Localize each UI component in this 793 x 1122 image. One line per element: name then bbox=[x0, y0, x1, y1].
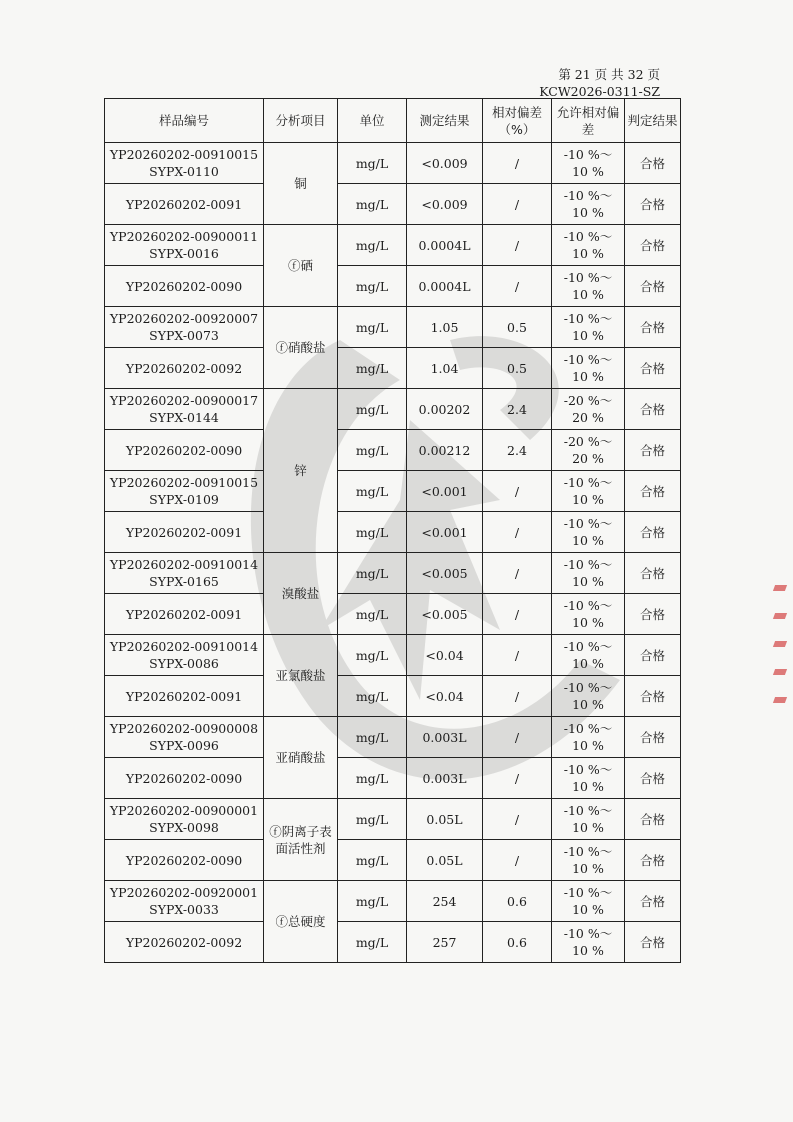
allowed-deviation-line: 10 % bbox=[572, 492, 604, 507]
sample-id-line: YP20260202-00900017 bbox=[109, 393, 259, 408]
analysis-item-cell: ⓕ总硬度 bbox=[264, 881, 338, 963]
relative-deviation-cell: / bbox=[483, 676, 552, 717]
allowed-deviation-line: 10 % bbox=[572, 574, 604, 589]
allowed-deviation-cell bbox=[552, 389, 625, 430]
allowed-deviation-line: -10 %～ bbox=[563, 639, 613, 654]
sample-id-line: YP20260202-00900008 bbox=[109, 721, 259, 736]
table-row bbox=[105, 881, 681, 922]
unit-cell: mg/L bbox=[338, 143, 407, 184]
table-row bbox=[105, 225, 681, 266]
page-number: 第 21 页 共 32 页 bbox=[558, 67, 660, 82]
verdict-cell: 合格 bbox=[625, 430, 681, 471]
unit-cell: mg/L bbox=[338, 840, 407, 881]
sample-id-line: SYPX-0144 bbox=[149, 410, 219, 425]
table-row bbox=[105, 184, 681, 225]
sample-id-line: YP20260202-0092 bbox=[125, 934, 243, 950]
verdict-cell: 合格 bbox=[625, 881, 681, 922]
verdict-cell: 合格 bbox=[625, 307, 681, 348]
analysis-item-cell: 锌 bbox=[264, 389, 338, 553]
sample-id-line: YP20260202-0090 bbox=[125, 278, 243, 294]
allowed-deviation-cell bbox=[552, 717, 625, 758]
unit-cell: mg/L bbox=[338, 717, 407, 758]
verdict-cell: 合格 bbox=[625, 266, 681, 307]
verdict-cell: 合格 bbox=[625, 799, 681, 840]
verdict-cell: 合格 bbox=[625, 676, 681, 717]
table-row bbox=[105, 717, 681, 758]
analysis-item-cell: 溴酸盐 bbox=[264, 553, 338, 635]
unit-cell: mg/L bbox=[338, 471, 407, 512]
allowed-deviation-line: -10 %～ bbox=[563, 680, 613, 695]
relative-deviation-cell: / bbox=[483, 635, 552, 676]
sample-id-line: YP20260202-0091 bbox=[125, 196, 243, 212]
relative-deviation-cell: / bbox=[483, 471, 552, 512]
allowed-deviation-cell bbox=[552, 512, 625, 553]
sample-id-cell bbox=[105, 512, 264, 553]
allowed-deviation-line: -10 %～ bbox=[563, 885, 613, 900]
sample-id-cell bbox=[105, 676, 264, 717]
sample-id-line: SYPX-0033 bbox=[149, 902, 219, 917]
allowed-deviation-line: -20 %～ bbox=[563, 434, 613, 449]
table-row bbox=[105, 307, 681, 348]
unit-cell: mg/L bbox=[338, 266, 407, 307]
sample-id-line: YP20260202-0091 bbox=[125, 688, 243, 704]
relative-deviation-cell: 0.6 bbox=[483, 922, 552, 963]
sample-id-line: YP20260202-0090 bbox=[125, 852, 243, 868]
sample-id-cell bbox=[105, 430, 264, 471]
result-cell: 0.00202 bbox=[407, 389, 483, 430]
allowed-deviation-cell bbox=[552, 799, 625, 840]
relative-deviation-cell: / bbox=[483, 799, 552, 840]
allowed-deviation-cell bbox=[552, 348, 625, 389]
table-row bbox=[105, 430, 681, 471]
allowed-deviation-line: 10 % bbox=[572, 656, 604, 671]
sample-id-line: SYPX-0086 bbox=[149, 656, 219, 671]
sample-id-line: YP20260202-00910015 bbox=[109, 475, 259, 490]
stamp-mark bbox=[773, 669, 787, 675]
allowed-deviation-cell bbox=[552, 635, 625, 676]
analysis-item-cell: 亚硝酸盐 bbox=[264, 717, 338, 799]
relative-deviation-cell: / bbox=[483, 553, 552, 594]
table-row bbox=[105, 471, 681, 512]
result-cell: <0.001 bbox=[407, 512, 483, 553]
result-cell: 1.04 bbox=[407, 348, 483, 389]
relative-deviation-cell: / bbox=[483, 143, 552, 184]
sample-id-cell bbox=[105, 266, 264, 307]
allowed-deviation-line: -10 %～ bbox=[563, 557, 613, 572]
sample-id-line: YP20260202-00910014 bbox=[109, 639, 259, 654]
unit-cell: mg/L bbox=[338, 881, 407, 922]
allowed-deviation-line: -20 %～ bbox=[563, 393, 613, 408]
allowed-deviation-cell bbox=[552, 922, 625, 963]
sample-id-cell bbox=[105, 922, 264, 963]
result-cell: 0.0004L bbox=[407, 266, 483, 307]
relative-deviation-cell: / bbox=[483, 266, 552, 307]
result-cell: 257 bbox=[407, 922, 483, 963]
result-cell: 1.05 bbox=[407, 307, 483, 348]
analysis-item-cell: ⓕ硝酸盐 bbox=[264, 307, 338, 389]
verdict-cell: 合格 bbox=[625, 840, 681, 881]
allowed-deviation-cell bbox=[552, 471, 625, 512]
result-cell: <0.001 bbox=[407, 471, 483, 512]
unit-cell: mg/L bbox=[338, 594, 407, 635]
sample-id-cell bbox=[105, 881, 264, 922]
allowed-deviation-line: 10 % bbox=[572, 369, 604, 384]
unit-cell: mg/L bbox=[338, 184, 407, 225]
relative-deviation-cell: / bbox=[483, 184, 552, 225]
sample-id-cell bbox=[105, 307, 264, 348]
allowed-deviation-line: -10 %～ bbox=[563, 147, 613, 162]
table-row bbox=[105, 594, 681, 635]
allowed-deviation-cell bbox=[552, 143, 625, 184]
report-number: KCW2026-0311-SZ bbox=[539, 84, 660, 99]
unit-cell: mg/L bbox=[338, 676, 407, 717]
allowed-deviation-cell bbox=[552, 307, 625, 348]
unit-cell: mg/L bbox=[338, 225, 407, 266]
allowed-deviation-line: 10 % bbox=[572, 697, 604, 712]
verdict-cell: 合格 bbox=[625, 512, 681, 553]
unit-cell: mg/L bbox=[338, 307, 407, 348]
sample-id-cell bbox=[105, 799, 264, 840]
sample-id-cell bbox=[105, 553, 264, 594]
verdict-cell: 合格 bbox=[625, 758, 681, 799]
verdict-cell: 合格 bbox=[625, 635, 681, 676]
table-row bbox=[105, 635, 681, 676]
header-verdict: 判定结果 bbox=[625, 99, 681, 143]
sample-id-line: SYPX-0110 bbox=[149, 164, 219, 179]
allowed-deviation-line: 10 % bbox=[572, 738, 604, 753]
sample-id-line: YP20260202-0091 bbox=[125, 524, 243, 540]
allowed-deviation-line: 20 % bbox=[572, 451, 604, 466]
sample-id-line: SYPX-0073 bbox=[149, 328, 219, 343]
relative-deviation-cell: / bbox=[483, 717, 552, 758]
sample-id-line: YP20260202-0090 bbox=[125, 770, 243, 786]
header-unit: 单位 bbox=[338, 99, 407, 143]
analysis-item-cell: ⓕ硒 bbox=[264, 225, 338, 307]
unit-cell: mg/L bbox=[338, 348, 407, 389]
allowed-deviation-line: 10 % bbox=[572, 779, 604, 794]
relative-deviation-cell: 0.5 bbox=[483, 348, 552, 389]
verdict-cell: 合格 bbox=[625, 143, 681, 184]
allowed-deviation-line: 10 % bbox=[572, 615, 604, 630]
unit-cell: mg/L bbox=[338, 635, 407, 676]
result-cell: 0.003L bbox=[407, 717, 483, 758]
relative-deviation-cell: 2.4 bbox=[483, 430, 552, 471]
analysis-item-cell: ⓕ阴离子表面活性剂 bbox=[264, 799, 338, 881]
verdict-cell: 合格 bbox=[625, 348, 681, 389]
verdict-cell: 合格 bbox=[625, 553, 681, 594]
result-cell: 0.00212 bbox=[407, 430, 483, 471]
table-row bbox=[105, 553, 681, 594]
allowed-deviation-cell bbox=[552, 430, 625, 471]
allowed-deviation-cell bbox=[552, 266, 625, 307]
result-cell: 0.05L bbox=[407, 799, 483, 840]
table-row bbox=[105, 840, 681, 881]
verdict-cell: 合格 bbox=[625, 717, 681, 758]
result-cell: <0.005 bbox=[407, 594, 483, 635]
table-row bbox=[105, 266, 681, 307]
allowed-deviation-cell bbox=[552, 881, 625, 922]
allowed-deviation-line: 10 % bbox=[572, 861, 604, 876]
verdict-cell: 合格 bbox=[625, 184, 681, 225]
header-sample-id: 样品编号 bbox=[105, 99, 264, 143]
sample-id-cell bbox=[105, 348, 264, 389]
verdict-cell: 合格 bbox=[625, 922, 681, 963]
allowed-deviation-line: 10 % bbox=[572, 287, 604, 302]
allowed-deviation-cell bbox=[552, 676, 625, 717]
page-header bbox=[539, 66, 660, 100]
header-allowed-deviation: 允许相对偏差 bbox=[552, 99, 625, 143]
sample-id-cell bbox=[105, 225, 264, 266]
allowed-deviation-line: 10 % bbox=[572, 246, 604, 261]
table-row bbox=[105, 799, 681, 840]
result-cell: 0.003L bbox=[407, 758, 483, 799]
sample-id-cell bbox=[105, 471, 264, 512]
result-cell: <0.04 bbox=[407, 635, 483, 676]
unit-cell: mg/L bbox=[338, 512, 407, 553]
relative-deviation-cell: 0.5 bbox=[483, 307, 552, 348]
results-table bbox=[104, 98, 681, 963]
sample-id-cell bbox=[105, 717, 264, 758]
table-row bbox=[105, 676, 681, 717]
sample-id-cell bbox=[105, 758, 264, 799]
sample-id-line: YP20260202-0092 bbox=[125, 360, 243, 376]
sample-id-cell bbox=[105, 594, 264, 635]
sample-id-line: YP20260202-0090 bbox=[125, 442, 243, 458]
allowed-deviation-line: -10 %～ bbox=[563, 844, 613, 859]
sample-id-line: YP20260202-00900011 bbox=[109, 229, 259, 244]
sample-id-line: SYPX-0165 bbox=[149, 574, 219, 589]
relative-deviation-cell: / bbox=[483, 225, 552, 266]
table-body bbox=[105, 143, 681, 963]
header-analysis-item: 分析项目 bbox=[264, 99, 338, 143]
allowed-deviation-line: -10 %～ bbox=[563, 270, 613, 285]
verdict-cell: 合格 bbox=[625, 471, 681, 512]
table-row bbox=[105, 512, 681, 553]
result-cell: <0.04 bbox=[407, 676, 483, 717]
table-row bbox=[105, 758, 681, 799]
allowed-deviation-line: -10 %～ bbox=[563, 803, 613, 818]
header-result: 测定结果 bbox=[407, 99, 483, 143]
table-row bbox=[105, 143, 681, 184]
relative-deviation-cell: 2.4 bbox=[483, 389, 552, 430]
allowed-deviation-line: -10 %～ bbox=[563, 721, 613, 736]
allowed-deviation-line: 10 % bbox=[572, 164, 604, 179]
allowed-deviation-line: -10 %～ bbox=[563, 188, 613, 203]
unit-cell: mg/L bbox=[338, 430, 407, 471]
sample-id-line: YP20260202-00920001 bbox=[109, 885, 259, 900]
allowed-deviation-cell bbox=[552, 184, 625, 225]
relative-deviation-cell: / bbox=[483, 840, 552, 881]
allowed-deviation-cell bbox=[552, 840, 625, 881]
sample-id-line: YP20260202-0091 bbox=[125, 606, 243, 622]
result-cell: <0.009 bbox=[407, 184, 483, 225]
relative-deviation-cell: 0.6 bbox=[483, 881, 552, 922]
allowed-deviation-line: -10 %～ bbox=[563, 229, 613, 244]
sample-id-line: SYPX-0016 bbox=[149, 246, 219, 261]
analysis-item-cell: 铜 bbox=[264, 143, 338, 225]
unit-cell: mg/L bbox=[338, 799, 407, 840]
result-cell: 254 bbox=[407, 881, 483, 922]
allowed-deviation-line: 10 % bbox=[572, 820, 604, 835]
allowed-deviation-line: -10 %～ bbox=[563, 762, 613, 777]
allowed-deviation-cell bbox=[552, 225, 625, 266]
analysis-item-cell: 亚氯酸盐 bbox=[264, 635, 338, 717]
allowed-deviation-line: -10 %～ bbox=[563, 352, 613, 367]
unit-cell: mg/L bbox=[338, 922, 407, 963]
allowed-deviation-cell bbox=[552, 594, 625, 635]
sample-id-line: YP20260202-00910015 bbox=[109, 147, 259, 162]
allowed-deviation-line: 10 % bbox=[572, 943, 604, 958]
unit-cell: mg/L bbox=[338, 389, 407, 430]
sample-id-line: SYPX-0109 bbox=[149, 492, 219, 507]
sample-id-cell bbox=[105, 635, 264, 676]
allowed-deviation-line: 20 % bbox=[572, 410, 604, 425]
stamp-mark bbox=[773, 613, 787, 619]
allowed-deviation-line: -10 %～ bbox=[563, 475, 613, 490]
table-row bbox=[105, 348, 681, 389]
unit-cell: mg/L bbox=[338, 553, 407, 594]
table-header-row bbox=[105, 99, 681, 143]
result-cell: <0.009 bbox=[407, 143, 483, 184]
allowed-deviation-line: 10 % bbox=[572, 902, 604, 917]
relative-deviation-cell: / bbox=[483, 594, 552, 635]
result-cell: 0.0004L bbox=[407, 225, 483, 266]
header-relative-deviation: 相对偏差（%） bbox=[483, 99, 552, 143]
sample-id-cell bbox=[105, 184, 264, 225]
sample-id-line: YP20260202-00910014 bbox=[109, 557, 259, 572]
unit-cell: mg/L bbox=[338, 758, 407, 799]
sample-id-line: YP20260202-00900001 bbox=[109, 803, 259, 818]
stamp-mark bbox=[773, 641, 787, 647]
allowed-deviation-line: -10 %～ bbox=[563, 598, 613, 613]
result-cell: <0.005 bbox=[407, 553, 483, 594]
result-cell: 0.05L bbox=[407, 840, 483, 881]
sample-id-cell bbox=[105, 389, 264, 430]
allowed-deviation-line: 10 % bbox=[572, 533, 604, 548]
allowed-deviation-cell bbox=[552, 758, 625, 799]
allowed-deviation-line: -10 %～ bbox=[563, 926, 613, 941]
allowed-deviation-line: -10 %～ bbox=[563, 516, 613, 531]
margin-stamp-marks bbox=[771, 585, 789, 755]
allowed-deviation-line: 10 % bbox=[572, 328, 604, 343]
allowed-deviation-line: 10 % bbox=[572, 205, 604, 220]
relative-deviation-cell: / bbox=[483, 512, 552, 553]
table-row bbox=[105, 389, 681, 430]
allowed-deviation-line: -10 %～ bbox=[563, 311, 613, 326]
sample-id-line: YP20260202-00920007 bbox=[109, 311, 259, 326]
allowed-deviation-cell bbox=[552, 553, 625, 594]
verdict-cell: 合格 bbox=[625, 594, 681, 635]
relative-deviation-cell: / bbox=[483, 758, 552, 799]
sample-id-line: SYPX-0098 bbox=[149, 820, 219, 835]
sample-id-cell bbox=[105, 840, 264, 881]
verdict-cell: 合格 bbox=[625, 389, 681, 430]
sample-id-cell bbox=[105, 143, 264, 184]
sample-id-line: SYPX-0096 bbox=[149, 738, 219, 753]
table-row bbox=[105, 922, 681, 963]
verdict-cell: 合格 bbox=[625, 225, 681, 266]
stamp-mark bbox=[773, 585, 787, 591]
stamp-mark bbox=[773, 697, 787, 703]
